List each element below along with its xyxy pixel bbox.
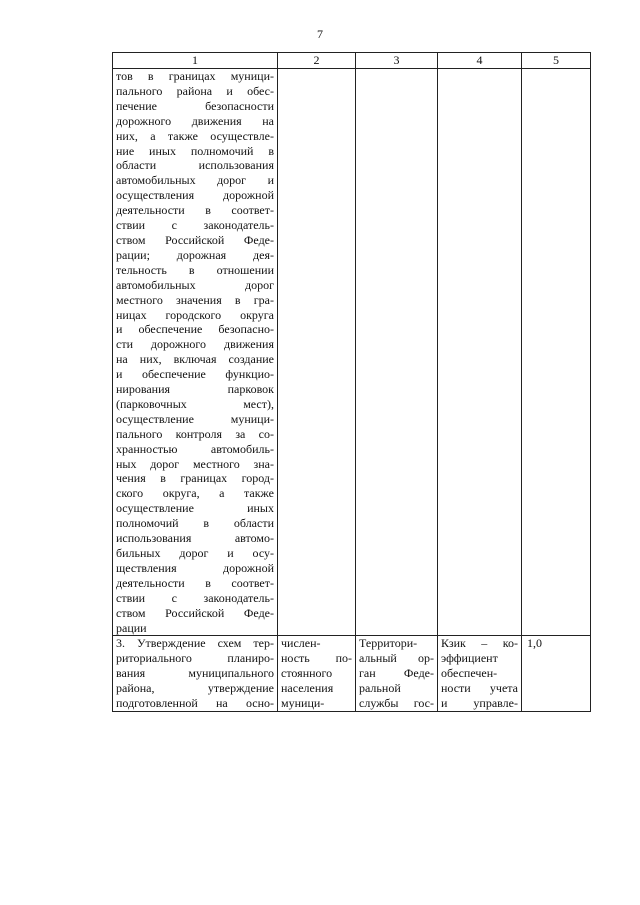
row3-source-text [359, 636, 434, 711]
text-line: ность по- [281, 651, 352, 666]
row3-coefficient-text [441, 636, 518, 711]
text-line: бильных дорог и осу- [116, 546, 274, 560]
text-line: ством Российской Феде- [116, 232, 274, 247]
text-line: осуществления дорожной [116, 188, 274, 203]
table-row-continued [113, 69, 591, 636]
cell-continued-col3 [356, 69, 438, 636]
text-line: использования автомо- [116, 531, 274, 546]
column-header-5: 5 [522, 53, 591, 69]
text-line: чения в границах город- [116, 471, 274, 486]
page-number: 7 [317, 27, 323, 41]
text-line: и обеспечение функцио- [116, 367, 274, 382]
continued-description-text [116, 69, 274, 635]
text-line: риториального планиро- [116, 651, 274, 666]
text-line: тов в границах муници- [116, 69, 274, 83]
text-line: дорожного движения на [116, 113, 274, 128]
text-line: пального района и обес- [116, 83, 274, 98]
text-line: и управле- [441, 696, 518, 711]
text-line: ральной [359, 681, 401, 696]
cell-row3-indicator [278, 636, 356, 712]
text-line: ган Феде- [359, 666, 434, 681]
text-line: на них, включая создание [116, 352, 274, 367]
column-header-2: 2 [278, 53, 356, 69]
text-line: ности учета [441, 681, 518, 696]
text-line: района, утверждение [116, 681, 274, 696]
cell-continued-col4 [438, 69, 522, 636]
text-line: 3. Утверждение схем тер- [116, 636, 274, 651]
column-header-3: 3 [356, 53, 438, 69]
text-line: ние иных полномочий в [116, 143, 274, 158]
text-line: осуществление иных [116, 501, 274, 516]
text-line: рации [116, 620, 147, 635]
text-line: хранностью автомобиль- [116, 441, 274, 456]
text-line: вания муниципального [116, 666, 274, 681]
row3-indicator-text [281, 636, 352, 711]
allocation-table [112, 52, 591, 712]
row3-description-text [116, 636, 274, 711]
text-line: деятельности в соответ- [116, 575, 274, 590]
text-line: нирования парковок [116, 382, 274, 397]
cell-continued-col2 [278, 69, 356, 636]
table-header-row [113, 53, 591, 69]
text-line: ского округа, а также [116, 486, 274, 501]
text-line: печение безопасности [116, 98, 274, 113]
text-line: них, а также осуществле- [116, 128, 274, 143]
text-line: обеспечен- [441, 666, 498, 681]
cell-row3-description [113, 636, 278, 712]
text-line: ных дорог местного зна- [116, 456, 274, 471]
text-line: ствии с законодатель- [116, 590, 274, 605]
text-line: сти дорожного движения [116, 337, 274, 352]
text-line: Территори- [359, 636, 418, 651]
text-line: муници- [281, 696, 325, 711]
text-line: стоянного [281, 666, 333, 681]
text-line: автомобильных дорог и [116, 173, 274, 188]
text-line: ницах городского округа [116, 307, 274, 322]
column-header-4: 4 [438, 53, 522, 69]
text-line: населения [281, 681, 334, 696]
cell-row3-value: 1,0 [522, 636, 591, 712]
text-line: осуществление муници- [116, 411, 274, 426]
text-line: альный ор- [359, 651, 434, 666]
text-line: ществления дорожной [116, 560, 274, 575]
text-line: деятельности в соответ- [116, 203, 274, 218]
cell-continued-description [113, 69, 278, 636]
text-line: рации; дорожная дея- [116, 247, 274, 262]
text-line: местного значения в гра- [116, 292, 274, 307]
text-line: тельность в отношении [116, 262, 274, 277]
cell-continued-col5 [522, 69, 591, 636]
text-line: числен- [281, 636, 321, 651]
text-line: ствии с законодатель- [116, 218, 274, 233]
cell-row3-coefficient [438, 636, 522, 712]
text-line: (парковочных мест), [116, 396, 274, 411]
text-line: службы гос- [359, 696, 434, 711]
text-line: ством Российской Феде- [116, 605, 274, 620]
text-line: подготовленной на осно- [116, 696, 274, 711]
cell-row3-source [356, 636, 438, 712]
text-line: автомобильных дорог [116, 277, 274, 292]
text-line: эффициент [441, 651, 498, 666]
text-line: пального контроля за со- [116, 426, 274, 441]
text-line: области использования [116, 158, 274, 173]
column-header-1: 1 [113, 53, 278, 69]
text-line: полномочий в области [116, 516, 274, 531]
table-row-3 [113, 636, 591, 712]
text-line: и обеспечение безопасно- [116, 322, 274, 337]
text-line: Кзик – ко- [441, 636, 518, 651]
